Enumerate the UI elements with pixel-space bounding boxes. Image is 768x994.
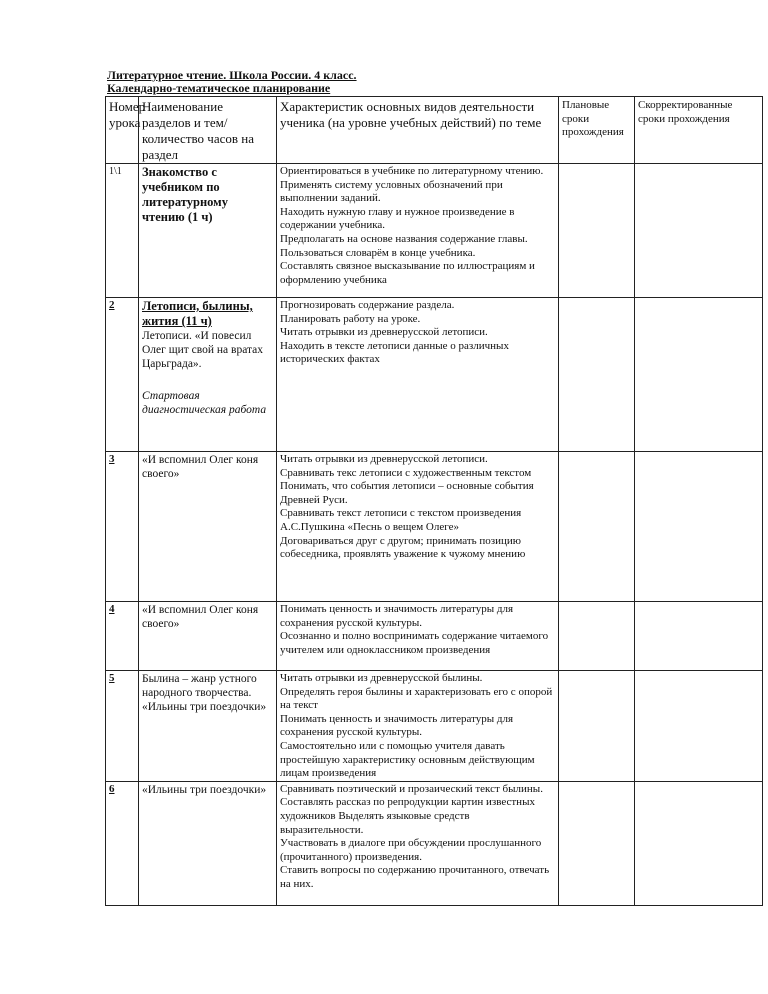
planned-date-cell: [559, 452, 635, 602]
table-row: [106, 671, 763, 782]
corrected-date-cell: [635, 164, 763, 298]
planned-date-cell: [559, 164, 635, 298]
table-header-row: [106, 97, 763, 164]
lesson-topic: «И вспомнил Олег коня своего»: [142, 454, 259, 480]
corrected-date-cell: [635, 781, 763, 905]
lesson-number: 4: [106, 602, 139, 671]
planned-date-cell: [559, 781, 635, 905]
activity-cell: Ориентироваться в учебнике по литературному чтению. Применять систему условных обозначений при выполнении заданий. Находить нужную главу и нужное произведение в содержании учебника. Предполагать на основе названия содержание главы. Пользоваться словарём в конце учебника. Составлять связное высказывание по иллюстрациям и оформлению учебника: [277, 164, 559, 298]
planned-date-cell: [559, 298, 635, 452]
lesson-topic: Былина – жанр устного народного творчества. «Ильины три поездочки»: [142, 673, 267, 713]
header-planned-dates: Плановые сроки прохождения: [559, 97, 635, 164]
lesson-number: 1\1: [106, 164, 139, 298]
table-row: [106, 452, 763, 602]
planned-date-cell: [559, 671, 635, 782]
section-cell: [139, 602, 277, 671]
section-cell: [139, 671, 277, 782]
lesson-topic: Летописи. «И повесил Олег щит свой на вратах Царьграда».: [142, 330, 264, 370]
lesson-note: Стартовая диагностическая работа: [142, 390, 267, 416]
section-cell: [139, 298, 277, 452]
planned-date-cell: [559, 602, 635, 671]
table-row: [106, 781, 763, 905]
activity-cell: Читать отрывки из древнерусской былины. Определять героя былины и характеризовать его с опорой на текст Понимать ценность и значимость литературы для сохранения русской культуры. Самостоятельно или с помощью учителя давать простейшую характеристику основным действующим лицам произведения: [277, 671, 559, 782]
lesson-number: 3: [106, 452, 139, 602]
table-row: [106, 298, 763, 452]
lesson-number: 5: [106, 671, 139, 782]
activity-cell: Прогнозировать содержание раздела. Планировать работу на уроке. Читать отрывки из древнерусской летописи. Находить в тексте летописи данные о различных исторических фактах: [277, 298, 559, 452]
table-row: [106, 164, 763, 298]
document-subtitle: Календарно-тематическое планирование: [107, 81, 331, 95]
section-cell: [139, 781, 277, 905]
header-corrected-dates: Скорректированные сроки прохождения: [635, 97, 763, 164]
activity-cell: Читать отрывки из древнерусской летописи. Сравнивать текс летописи с художественным текстом Понимать, что события летописи – основные события Древней Руси. Сравнивать текст летописи с текстом произведения А.С.Пушкина «Песнь о вещем Олеге» Договариваться друг с другом; принимать позицию собеседника, проявлять уважение к чужому мнению: [277, 452, 559, 602]
lesson-number: 2: [106, 298, 139, 452]
activity-cell: Сравнивать поэтический и прозаический текст былины. Составлять рассказ по репродукции картин известных художников Выделять языковые средств выразительности. Участвовать в диалоге при обсуждении прослушанного (прочитанного) произведения. Ставить вопросы по содержанию прочитанного, отвечать на них.: [277, 781, 559, 905]
header-lesson-number: Номер урока: [106, 97, 139, 164]
corrected-date-cell: [635, 452, 763, 602]
lesson-number: 6: [106, 781, 139, 905]
corrected-date-cell: [635, 671, 763, 782]
header-activity: Характеристик основных видов деятельности ученика (на уровне учебных действий) по теме: [277, 97, 559, 164]
table-row: [106, 602, 763, 671]
section-title: Знакомство с учебником по литературному чтению (1 ч): [142, 165, 228, 224]
activity-cell: Понимать ценность и значимость литературы для сохранения русской культуры. Осознанно и полно воспринимать содержание читаемого учителем или одноклассником произведения: [277, 602, 559, 671]
section-title: Летописи, былины, жития (11 ч): [142, 299, 253, 328]
lesson-topic: «И вспомнил Олег коня своего»: [142, 604, 259, 630]
document-title: Литературное чтение. Школа России. 4 класс.: [107, 68, 357, 82]
corrected-date-cell: [635, 298, 763, 452]
corrected-date-cell: [635, 602, 763, 671]
planning-table: [105, 96, 763, 906]
section-cell: [139, 164, 277, 298]
lesson-topic: «Ильины три поездочки»: [142, 783, 267, 796]
section-cell: [139, 452, 277, 602]
header-section-name: Наименование разделов и тем/ количество часов на раздел: [139, 97, 277, 164]
